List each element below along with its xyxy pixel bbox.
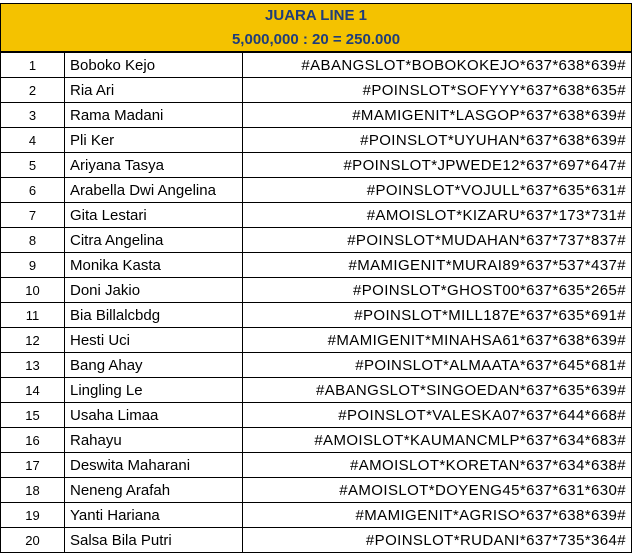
table-row: [1, 53, 632, 78]
prize-formula: 5,000,000 : 20 = 250.000: [0, 27, 632, 52]
table-row: [1, 528, 632, 553]
winner-name: Rahayu: [65, 428, 243, 453]
winner-name: Rama Madani: [65, 103, 243, 128]
winner-code: #MAMIGENIT*MURAI89*637*537*437#: [243, 253, 632, 278]
winner-code: #POINSLOT*VOJULL*637*635*631#: [243, 178, 632, 203]
row-number: 13: [1, 353, 65, 378]
table-row: [1, 78, 632, 103]
table-row: [1, 228, 632, 253]
winner-code: #POINSLOT*SOFYYY*637*638*635#: [243, 78, 632, 103]
winner-name: Citra Angelina: [65, 228, 243, 253]
winner-name: Bia Billalcbdg: [65, 303, 243, 328]
row-number: 2: [1, 78, 65, 103]
winner-code: #ABANGSLOT*BOBOKOKEJO*637*638*639#: [243, 53, 632, 78]
table-row: [1, 303, 632, 328]
row-number: 8: [1, 228, 65, 253]
row-number: 5: [1, 153, 65, 178]
row-number: 11: [1, 303, 65, 328]
table-row: [1, 353, 632, 378]
winner-name: Arabella Dwi Angelina: [65, 178, 243, 203]
table-row: [1, 453, 632, 478]
winner-code: #POINSLOT*GHOST00*637*635*265#: [243, 278, 632, 303]
winner-code: #POINSLOT*MILL187E*637*635*691#: [243, 303, 632, 328]
winner-code: #AMOISLOT*KIZARU*637*173*731#: [243, 203, 632, 228]
row-number: 17: [1, 453, 65, 478]
winner-code: #AMOISLOT*KORETAN*637*634*638#: [243, 453, 632, 478]
row-number: 16: [1, 428, 65, 453]
winner-name: Neneng Arafah: [65, 478, 243, 503]
table-row: [1, 478, 632, 503]
row-number: 6: [1, 178, 65, 203]
winner-code: #POINSLOT*RUDANI*637*735*364#: [243, 528, 632, 553]
table-row: [1, 278, 632, 303]
table-row: [1, 103, 632, 128]
row-number: 20: [1, 528, 65, 553]
row-number: 19: [1, 503, 65, 528]
table-row: [1, 403, 632, 428]
table-row: [1, 153, 632, 178]
winners-table: [0, 52, 632, 553]
row-number: 1: [1, 53, 65, 78]
winner-code: #AMOISLOT*KAUMANCMLP*637*634*683#: [243, 428, 632, 453]
winner-name: Monika Kasta: [65, 253, 243, 278]
winner-code: #POINSLOT*VALESKA07*637*644*668#: [243, 403, 632, 428]
row-number: 15: [1, 403, 65, 428]
table-row: [1, 428, 632, 453]
winner-name: Usaha Limaa: [65, 403, 243, 428]
row-number: 10: [1, 278, 65, 303]
winner-name: Bang Ahay: [65, 353, 243, 378]
table-row: [1, 503, 632, 528]
winner-code: #MAMIGENIT*MINAHSA61*637*638*639#: [243, 328, 632, 353]
winner-code: #POINSLOT*MUDAHAN*637*737*837#: [243, 228, 632, 253]
table-title: JUARA LINE 1: [0, 3, 632, 28]
winner-name: Yanti Hariana: [65, 503, 243, 528]
winner-name: Ria Ari: [65, 78, 243, 103]
winner-code: #ABANGSLOT*SINGOEDAN*637*635*639#: [243, 378, 632, 403]
winner-code: #POINSLOT*JPWEDE12*637*697*647#: [243, 153, 632, 178]
table-row: [1, 178, 632, 203]
row-number: 18: [1, 478, 65, 503]
table-row: [1, 203, 632, 228]
winner-name: Ariyana Tasya: [65, 153, 243, 178]
row-number: 14: [1, 378, 65, 403]
row-number: 12: [1, 328, 65, 353]
winner-code: #POINSLOT*UYUHAN*637*638*639#: [243, 128, 632, 153]
winner-name: Doni Jakio: [65, 278, 243, 303]
winner-name: Gita Lestari: [65, 203, 243, 228]
winner-name: Boboko Kejo: [65, 53, 243, 78]
winner-name: Deswita Maharani: [65, 453, 243, 478]
winner-code: #MAMIGENIT*AGRISO*637*638*639#: [243, 503, 632, 528]
winner-code: #POINSLOT*ALMAATA*637*645*681#: [243, 353, 632, 378]
row-number: 7: [1, 203, 65, 228]
table-row: [1, 378, 632, 403]
table-row: [1, 328, 632, 353]
table-row: [1, 128, 632, 153]
winner-name: Hesti Uci: [65, 328, 243, 353]
table-row: [1, 253, 632, 278]
row-number: 4: [1, 128, 65, 153]
row-number: 3: [1, 103, 65, 128]
winners-table-body: [1, 53, 632, 553]
winner-code: #AMOISLOT*DOYENG45*637*631*630#: [243, 478, 632, 503]
winner-code: #MAMIGENIT*LASGOP*637*638*639#: [243, 103, 632, 128]
winner-name: Salsa Bila Putri: [65, 528, 243, 553]
winner-name: Lingling Le: [65, 378, 243, 403]
row-number: 9: [1, 253, 65, 278]
winner-name: Pli Ker: [65, 128, 243, 153]
